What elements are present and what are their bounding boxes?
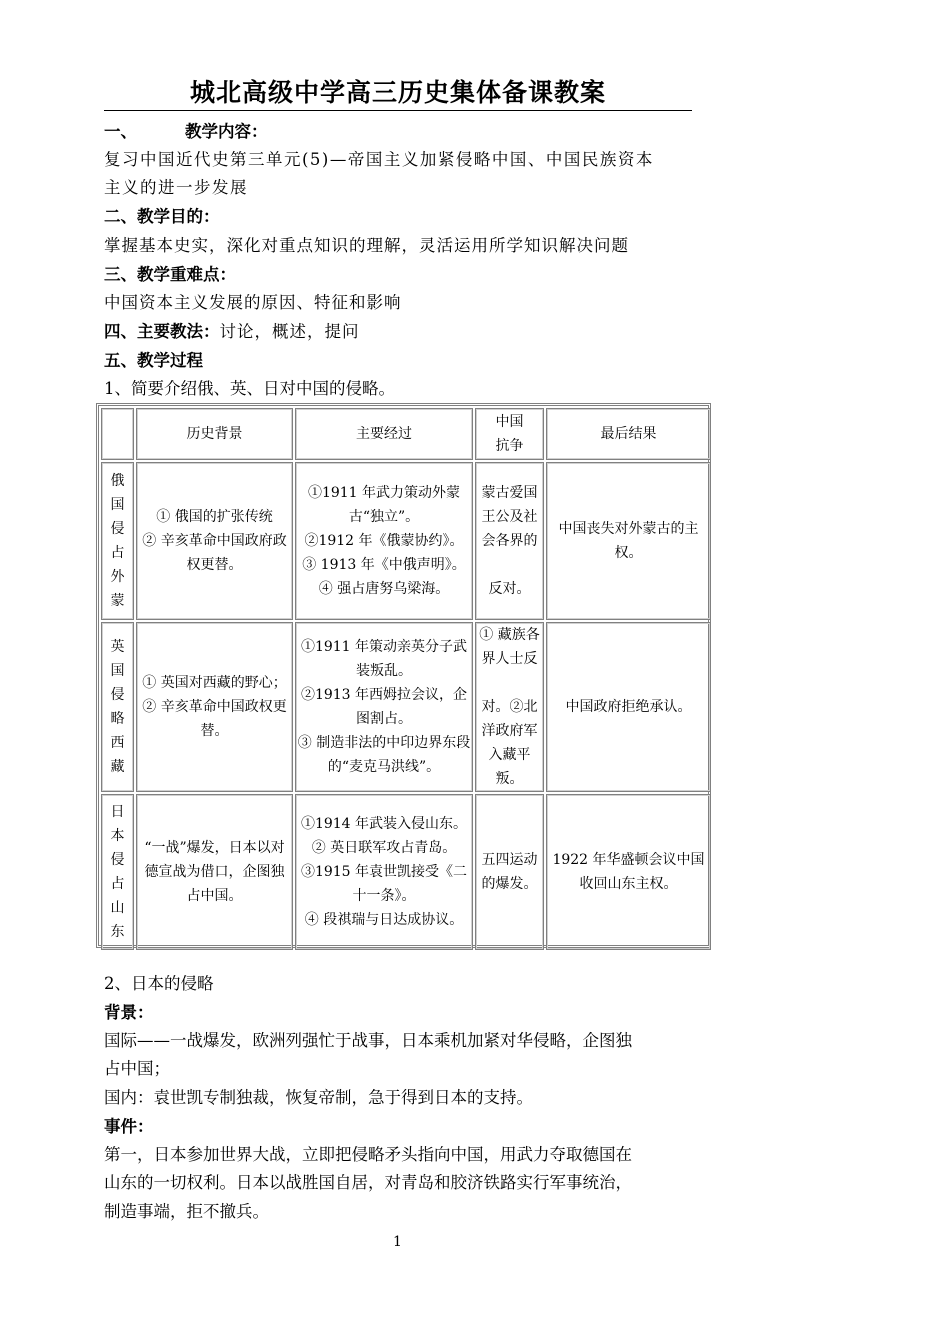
section-1-number: 一、 bbox=[104, 122, 137, 141]
cell-background: “一战”爆发，日本以对德宣战为借口，企图独占中国。 bbox=[136, 794, 293, 950]
table-row bbox=[101, 622, 711, 792]
table-header-row bbox=[101, 408, 711, 460]
section-1-text-line-2: 主义的进一步发展 bbox=[104, 178, 248, 197]
section-2-text: 掌握基本史实，深化对重点知识的理解，灵活运用所学知识解决问题 bbox=[104, 236, 629, 255]
international-line-2: 占中国； bbox=[104, 1059, 170, 1078]
section-5-item-1: 1、简要介绍俄、英、日对中国的侵略。 bbox=[104, 379, 395, 398]
row-label-russia: 俄 国 侵 占 外 蒙 bbox=[101, 462, 134, 620]
cell-result: 中国丧失对外蒙古的主权。 bbox=[546, 462, 711, 620]
section-2-heading: 二、教学目的： bbox=[104, 207, 220, 226]
events-line-2: 山东的一切权利。日本以战胜国自居，对青岛和胶济铁路实行军事统治， bbox=[104, 1173, 632, 1192]
events-line-1: 第一，日本参加世界大战，立即把侵略矛头指向中国，用武力夺取德国在 bbox=[104, 1145, 632, 1164]
row-label-britain: 英 国 侵 略 西 藏 bbox=[101, 622, 134, 792]
page-number: 1 bbox=[393, 1234, 402, 1250]
cell-background: ① 英国对西藏的野心； ② 辛亥革命中国政权更替。 bbox=[136, 622, 293, 792]
header-cell-process: 主要经过 bbox=[295, 408, 473, 460]
domestic-line: 国内：袁世凯专制独裁，恢复帝制，急于得到日本的支持。 bbox=[104, 1088, 533, 1107]
cell-resistance: 蒙古爱国王公及社会各界的 反对。 bbox=[475, 462, 544, 620]
section-5-item-2: 2、日本的侵略 bbox=[104, 974, 214, 993]
cell-result: 1922 年华盛顿会议中国收回山东主权。 bbox=[546, 794, 711, 950]
cell-resistance: ① 藏族各界人士反 对。②北洋政府军入藏平叛。 bbox=[475, 622, 544, 792]
events-heading: 事件： bbox=[104, 1117, 154, 1136]
cell-process: ①1911 年武力策动外蒙古“独立”。 ②1912 年《俄蒙协约》。 ③ 1913 年《中俄声明》。 ④ 强占唐努乌梁海。 bbox=[295, 462, 473, 620]
header-cell-result: 最后结果 bbox=[546, 408, 711, 460]
header-cell-background: 历史背景 bbox=[136, 408, 293, 460]
section-1-text-line-1: 复习中国近代史第三单元(5)—帝国主义加紧侵略中国、中国民族资本 bbox=[104, 150, 654, 169]
invasion-table bbox=[96, 403, 711, 948]
section-5-heading: 五、教学过程 bbox=[104, 351, 203, 370]
section-3-text: 中国资本主义发展的原因、特征和影响 bbox=[104, 293, 402, 312]
section-3-heading: 三、教学重难点： bbox=[104, 265, 236, 284]
international-line-1: 国际——一战爆发，欧洲列强忙于战事，日本乘机加紧对华侵略，企图独 bbox=[104, 1031, 632, 1050]
row-label-japan: 日 本 侵 占 山 东 bbox=[101, 794, 134, 950]
section-4-heading: 四、主要教法： bbox=[104, 322, 220, 341]
cell-process: ①1914 年武装入侵山东。 ② 英日联军攻占青岛。③1915 年袁世凯接受《二十一条》。 ④ 段祺瑞与日达成协议。 bbox=[295, 794, 473, 950]
page-title: 城北高级中学高三历史集体备课教案 bbox=[104, 76, 692, 111]
cell-process: ①1911 年策动亲英分子武装叛乱。 ②1913 年西姆拉会议，企图割占。 ③ 制造非法的中印边界东段的“麦克马洪线”。 bbox=[295, 622, 473, 792]
section-1-title: 教学内容： bbox=[185, 122, 268, 141]
table-row bbox=[101, 462, 711, 620]
header-cell-resistance: 中国 抗争 bbox=[475, 408, 544, 460]
section-1-heading bbox=[104, 118, 704, 146]
section-4-text: 讨论，概述，提问 bbox=[219, 322, 360, 341]
table-row bbox=[101, 794, 711, 950]
background-heading: 背景： bbox=[104, 1003, 154, 1022]
section-4-line bbox=[104, 318, 704, 346]
events-line-3: 制造事端，拒不撤兵。 bbox=[104, 1202, 269, 1221]
cell-result: 中国政府拒绝承认。 bbox=[546, 622, 711, 792]
cell-background: ① 俄国的扩张传统 ② 辛亥革命中国政府政权更替。 bbox=[136, 462, 293, 620]
header-cell-empty bbox=[101, 408, 134, 460]
cell-resistance: 五四运动的爆发。 bbox=[475, 794, 544, 950]
